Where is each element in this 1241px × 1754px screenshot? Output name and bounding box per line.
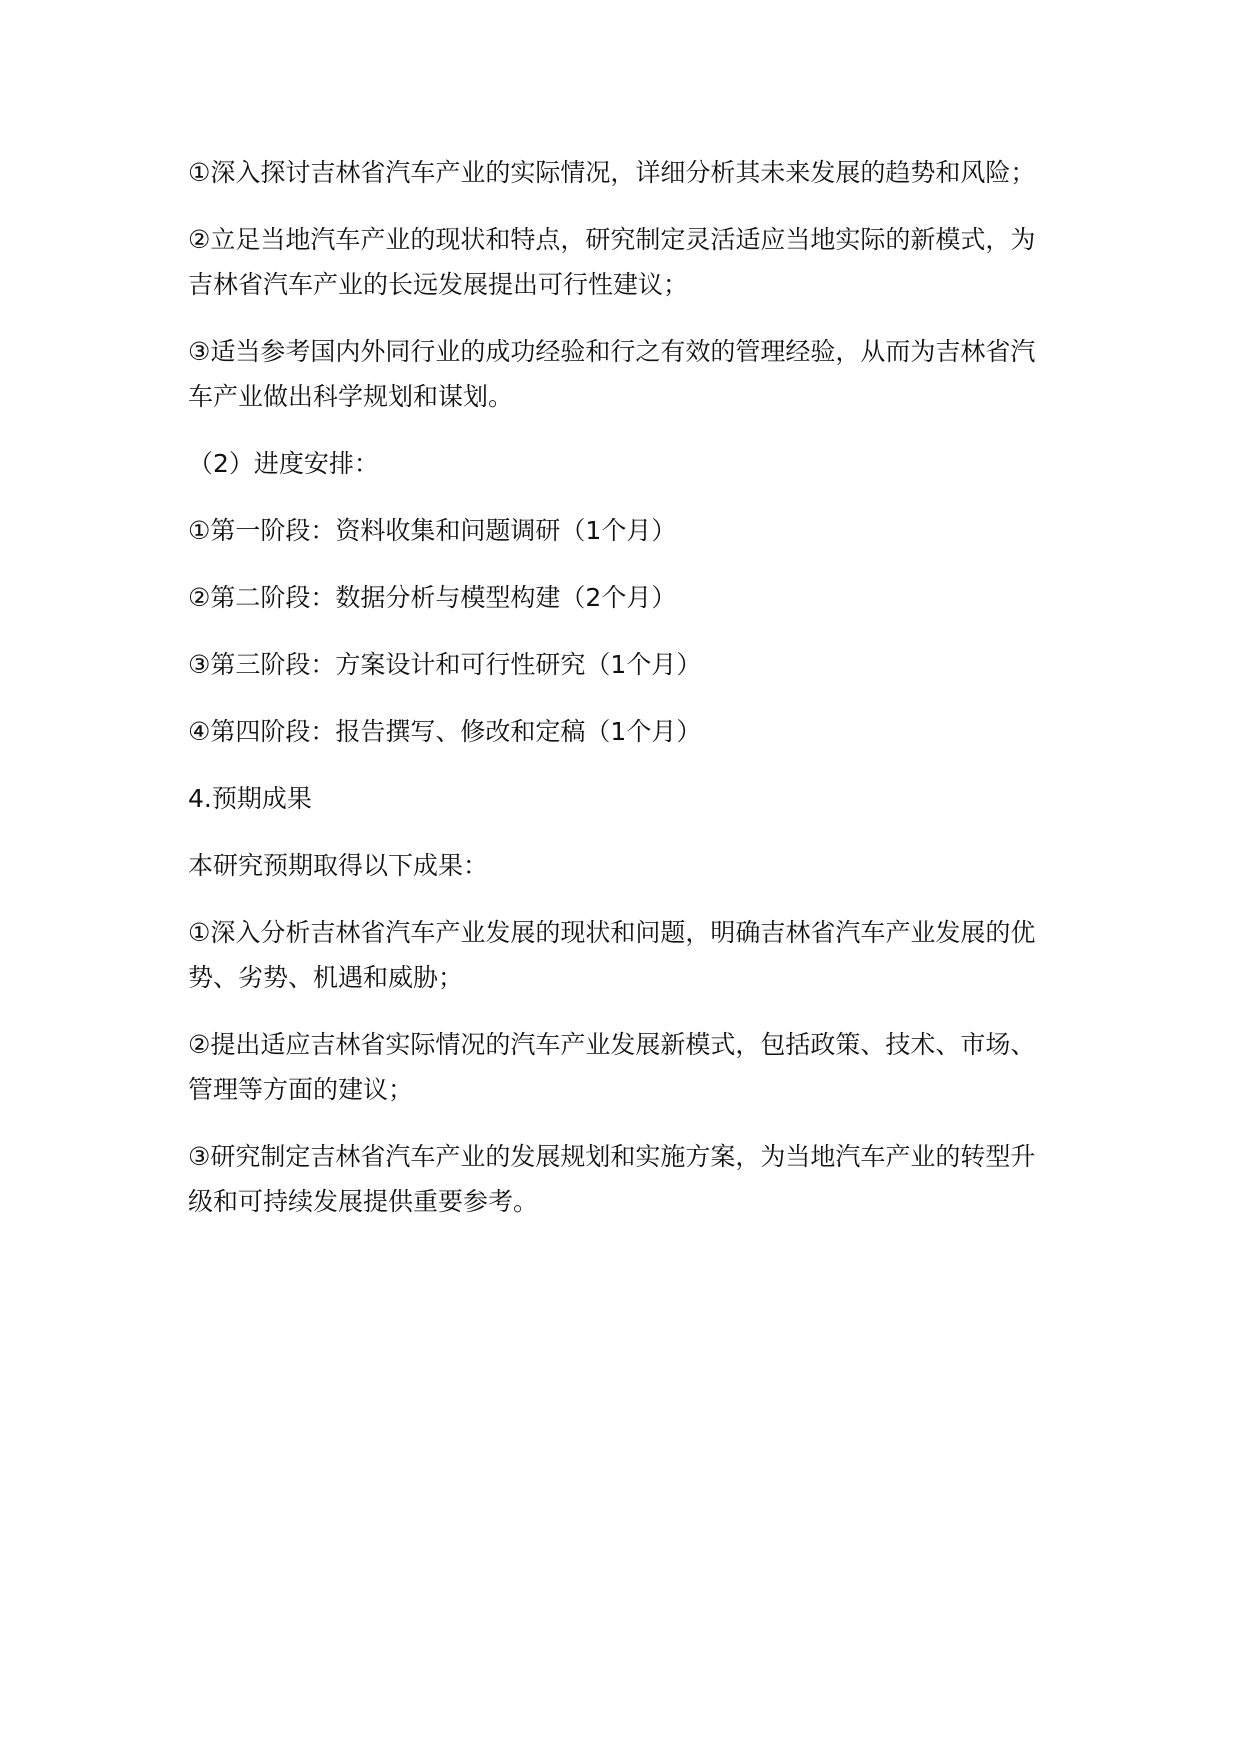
schedule-stage-4: ④第四阶段：报告撰写、修改和定稿（1个月） — [188, 717, 702, 746]
objective-item-1: ①深入探讨吉林省汽车产业的实际情况，详细分析其未来发展的趋势和风险； — [188, 158, 1036, 187]
objective-item-3: ③适当参考国内外同行业的成功经验和行之有效的管理经验，从而为吉林省汽车产业做出科学规划和谋划。 — [188, 337, 1036, 411]
document-body — [188, 150, 1048, 1246]
section-heading-expected-results: 4.预期成果 — [188, 784, 312, 813]
results-intro: 本研究预期取得以下成果： — [188, 851, 489, 880]
result-item-2: ②提出适应吉林省实际情况的汽车产业发展新模式，包括政策、技术、市场、管理等方面的建议； — [188, 1030, 1036, 1104]
result-item-1: ①深入分析吉林省汽车产业发展的现状和问题，明确吉林省汽车产业发展的优势、劣势、机遇和威胁； — [188, 918, 1036, 992]
objective-item-2: ②立足当地汽车产业的现状和特点，研究制定灵活适应当地实际的新模式，为吉林省汽车产业的长远发展提出可行性建议； — [188, 225, 1036, 299]
result-item-3: ③研究制定吉林省汽车产业的发展规划和实施方案，为当地汽车产业的转型升级和可持续发展提供重要参考。 — [188, 1142, 1036, 1216]
schedule-stage-1: ①第一阶段：资料收集和问题调研（1个月） — [188, 516, 677, 545]
schedule-stage-2: ②第二阶段：数据分析与模型构建（2个月） — [188, 583, 677, 612]
schedule-stage-3: ③第三阶段：方案设计和可行性研究（1个月） — [188, 650, 702, 679]
schedule-heading: （2）进度安排： — [188, 449, 379, 478]
